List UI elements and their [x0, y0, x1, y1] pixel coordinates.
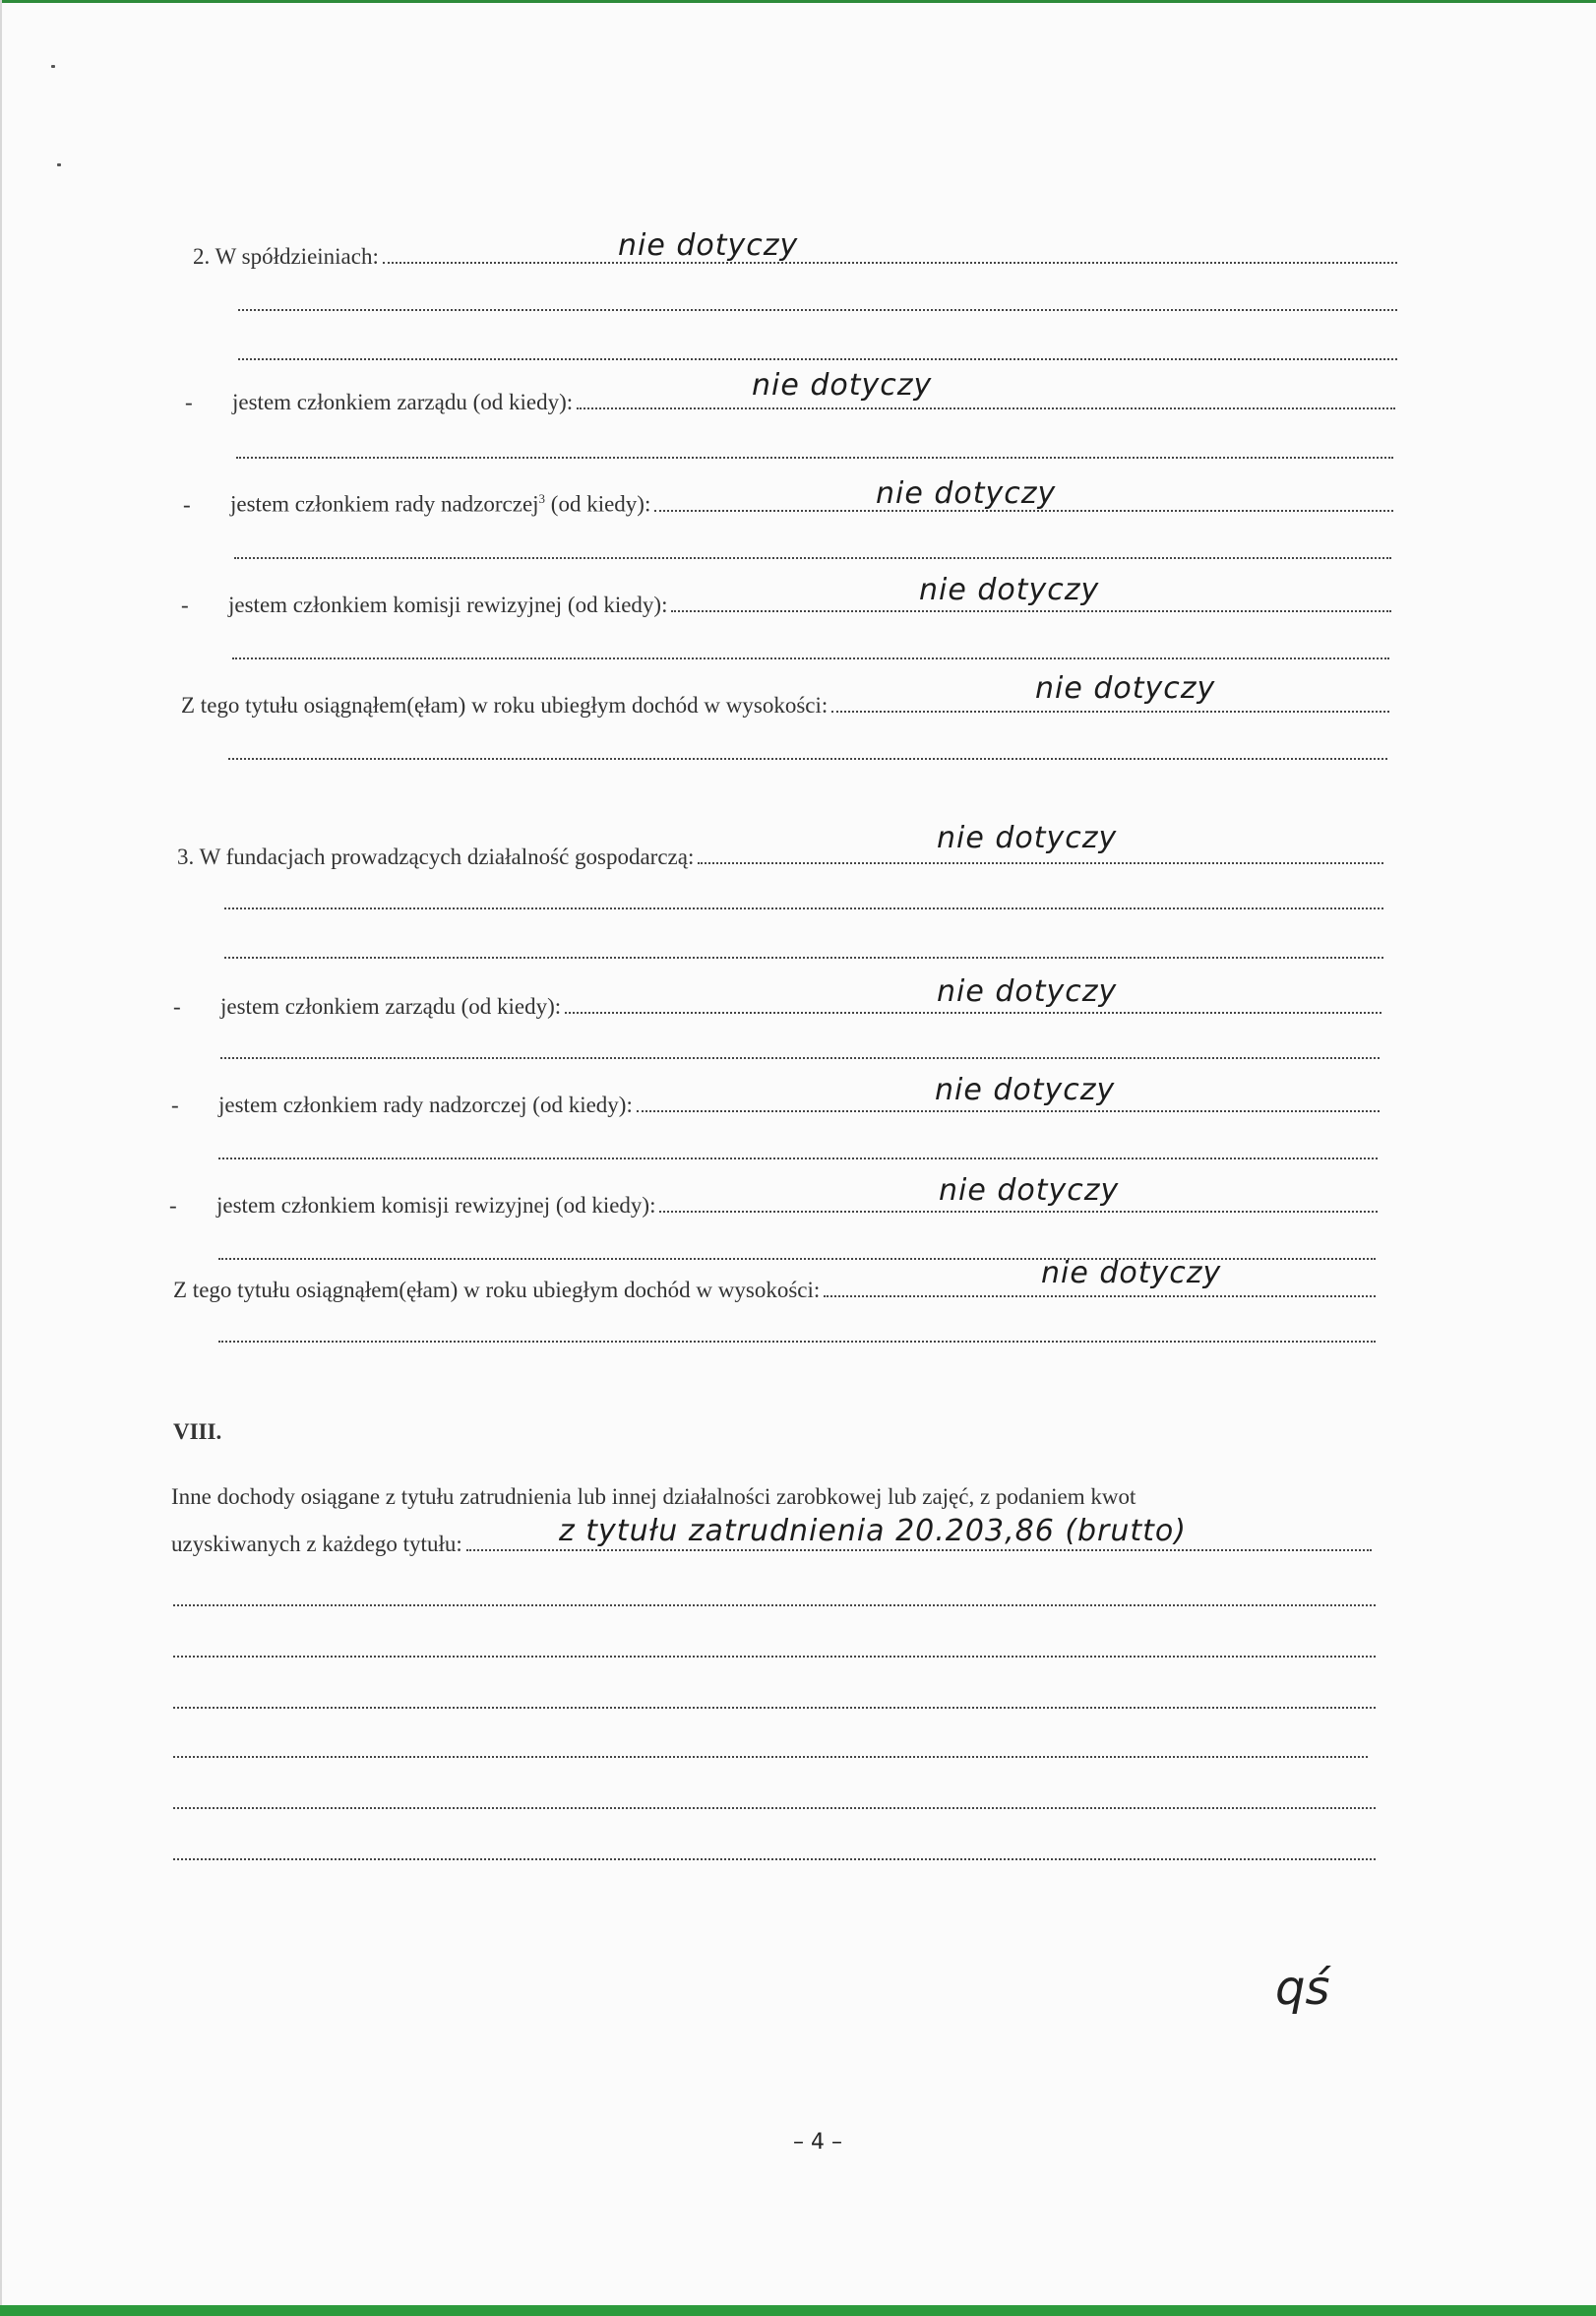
dotted-line	[234, 557, 1391, 559]
coop-board-label: jestem członkiem zarządu (od kiedy):	[232, 390, 574, 414]
dotted-line	[236, 457, 1393, 459]
dash: -	[183, 492, 191, 517]
foundation-supervisory-label: jestem członkiem rady nadzorczej (od kiedy):	[218, 1093, 633, 1117]
foundation-board-label: jestem członkiem zarządu (od kiedy):	[220, 994, 562, 1019]
left-scan-edge	[0, 0, 2, 2316]
dash: -	[173, 994, 181, 1019]
foundation-audit-answer: nie dotyczy	[939, 1173, 1120, 1208]
coop-board-answer: nie dotyczy	[752, 368, 933, 403]
coop-audit-answer: nie dotyczy	[919, 573, 1100, 607]
foundation-line	[177, 835, 1383, 870]
foundation-supervisory-answer: nie dotyczy	[935, 1073, 1116, 1107]
foundation-income-answer: nie dotyczy	[1041, 1256, 1222, 1290]
coop-audit-label: jestem członkiem komisji rewizyjnej (od kiedy):	[228, 593, 668, 617]
scan-speck	[57, 163, 61, 166]
other-income-text: Inne dochody osiągane z tytułu zatrudnienia lub innej działalności zarobkowej lub zajęć, z podaniem kwot	[171, 1484, 1136, 1509]
foundation-board-line	[173, 984, 1381, 1020]
page-number: – 4 –	[793, 2130, 842, 2155]
other-income-label: uzyskiwanych z każdego tytułu:	[171, 1532, 462, 1556]
scan-speck	[51, 65, 55, 68]
foundation-label: 3. W fundacjach prowadzących działalność gospodarczą:	[177, 845, 695, 869]
dotted-line	[173, 1807, 1376, 1809]
foundation-income-label: Z tego tytułu osiągnąłem(ęłam) w roku ubiegłym dochód w wysokości:	[173, 1278, 821, 1302]
dotted-line	[173, 1858, 1376, 1860]
section-heading: VIII.	[173, 1419, 222, 1444]
dotted-line	[238, 309, 1397, 311]
top-scan-edge	[0, 0, 1596, 3]
foundation-audit-label: jestem członkiem komisji rewizyjnej (od kiedy):	[216, 1193, 656, 1218]
dotted-line	[173, 1756, 1368, 1758]
dotted-line	[238, 358, 1397, 360]
foundation-board-answer: nie dotyczy	[937, 974, 1118, 1009]
dotted-line	[218, 1341, 1376, 1343]
coop-income-label: Z tego tytułu osiągnąłem(ęłam) w roku ubiegłym dochód w wysokości:	[181, 693, 829, 718]
dash: -	[185, 390, 193, 414]
coop-label: 2. W spółdzieiniach:	[193, 244, 379, 269]
foundation-answer: nie dotyczy	[937, 821, 1118, 855]
bottom-scan-edge	[0, 2305, 1596, 2316]
dash: -	[169, 1193, 177, 1218]
dotted-line	[218, 1158, 1378, 1159]
coop-supervisory-line	[183, 482, 1393, 518]
dotted-line	[173, 1656, 1376, 1658]
dotted-line	[224, 957, 1383, 959]
dash: -	[181, 593, 189, 617]
coop-supervisory-label: jestem członkiem rady nadzorczej$^3$ (od kiedy):	[230, 491, 651, 517]
coop-answer: nie dotyczy	[618, 228, 799, 263]
coop-supervisory-answer: nie dotyczy	[876, 476, 1057, 511]
foundation-supervisory-line	[171, 1083, 1380, 1118]
coop-audit-line	[181, 583, 1391, 618]
footnote-mark: 3	[538, 491, 546, 507]
dotted-line	[228, 758, 1387, 760]
coop-income-answer: nie dotyczy	[1035, 671, 1216, 706]
other-income-answer: z tytułu zatrudnienia 20.203,86 (brutto)	[559, 1514, 1187, 1548]
dotted-line	[224, 908, 1383, 909]
dotted-line	[173, 1604, 1376, 1606]
dotted-line	[220, 1057, 1380, 1059]
foundation-audit-line	[169, 1183, 1378, 1219]
signature: qś	[1275, 1961, 1330, 2016]
dotted-line	[232, 657, 1389, 659]
dash: -	[171, 1093, 179, 1117]
dotted-line	[173, 1707, 1376, 1709]
